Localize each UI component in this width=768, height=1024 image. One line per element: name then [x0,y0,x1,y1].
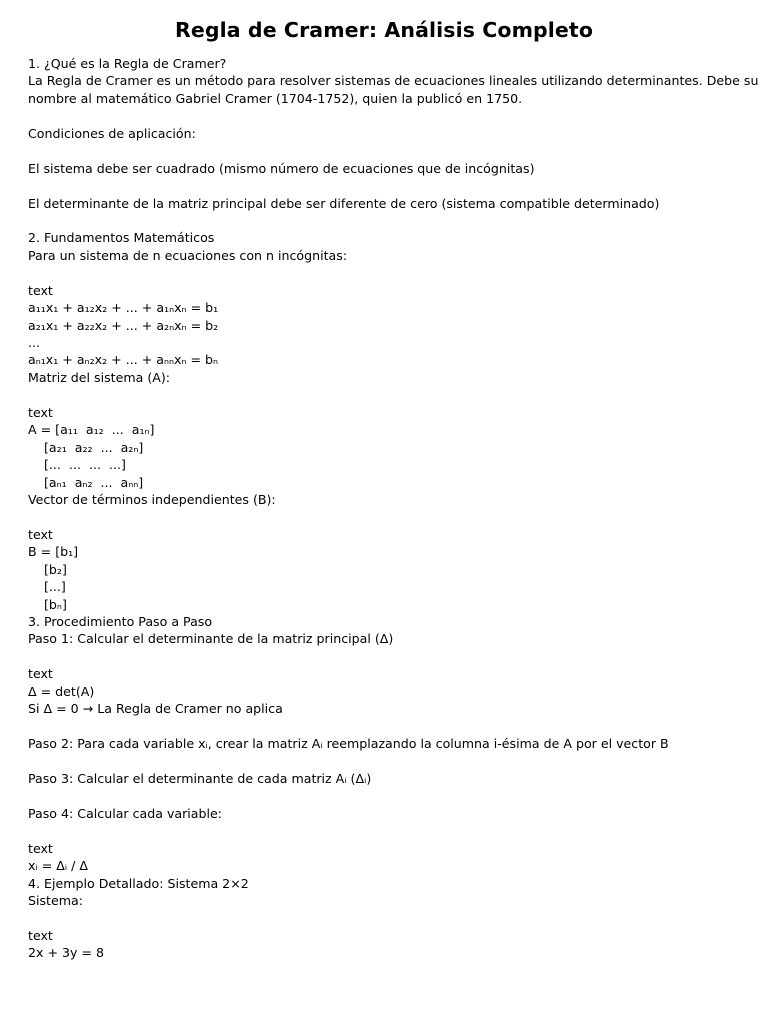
text-line: [... ... ... ...] [28,457,126,473]
blank-line [28,648,748,665]
blank-line [28,909,748,926]
document-body [28,55,759,962]
blank-line [28,212,748,229]
text-line: Matriz del sistema (A): [28,369,171,385]
blank-line [28,107,748,124]
text-line: text [28,927,53,943]
text-line: text [28,526,53,542]
text-line: 3. Procedimiento Paso a Paso [28,614,213,629]
text-line: ... [28,335,41,350]
text-line: nombre al matemático Gabriel Cramer (1704-1752), quien la publicó en 1750. [28,90,523,106]
text-line: B = [b₁] [28,544,79,560]
text-line: Vector de términos independientes (B): [28,491,276,507]
text-line: A = [a₁₁ a₁₂ ... a₁ₙ] [28,422,155,438]
text-line: 4. Ejemplo Detallado: Sistema 2×2 [28,875,249,891]
blank-line [28,718,748,735]
text-line: [aₙ₁ aₙ₂ ... aₙₙ] [28,474,144,490]
text-line: Si Δ = 0 → La Regla de Cramer no aplica [28,701,283,717]
page-title: Regla de Cramer: Análisis Completo [174,18,594,42]
blank-line [28,264,748,281]
text-line: text [28,282,53,298]
blank-line [28,753,748,770]
text-line: El determinante de la matriz principal debe ser diferente de cero (sistema compatible determinado) [28,195,660,211]
text-line: [...] [28,579,66,595]
text-line: text [28,666,53,682]
text-line: [bₙ] [28,596,67,612]
text-line: Sistema: [28,893,83,908]
text-line: Paso 2: Para cada variable xᵢ, crear la matriz Aᵢ reemplazando la columna i-ésima de A por el vector B [28,736,669,752]
text-line: a₂₁x₁ + a₂₂x₂ + ... + a₂ₙxₙ = b₂ [28,317,219,333]
text-line: [b₂] [28,561,67,577]
text-line: Paso 3: Calcular el determinante de cada matriz Aᵢ (Δᵢ) [28,770,372,786]
text-line: xᵢ = Δᵢ / Δ [28,858,88,874]
blank-line [28,142,748,159]
text-line: 2x + 3y = 8 [28,945,105,961]
text-line: [a₂₁ a₂₂ ... a₂ₙ] [28,439,144,455]
text-line: aₙ₁x₁ + aₙ₂x₂ + ... + aₙₙxₙ = bₙ [28,352,219,368]
text-line: Paso 4: Calcular cada variable: [28,805,222,821]
text-line: Δ = det(A) [28,683,95,699]
text-line: text [28,840,53,856]
text-line: Condiciones de aplicación: [28,125,196,141]
blank-line [28,787,748,804]
text-line: a₁₁x₁ + a₁₂x₂ + ... + a₁ₙxₙ = b₁ [28,300,219,316]
text-line: Paso 1: Calcular el determinante de la matriz principal (Δ) [28,631,394,647]
text-line: El sistema debe ser cuadrado (mismo número de ecuaciones que de incógnitas) [28,160,535,176]
text-line: 2. Fundamentos Matemáticos [28,230,215,246]
blank-line [28,386,748,403]
blank-line [28,508,748,525]
blank-line [28,822,748,839]
blank-line [28,177,748,194]
text-line: La Regla de Cramer es un método para resolver sistemas de ecuaciones lineales utilizando determinantes. Debe su [28,73,759,89]
text-line: 1. ¿Qué es la Regla de Cramer? [28,56,227,71]
text-line: Para un sistema de n ecuaciones con n incógnitas: [28,247,348,263]
text-line: text [28,404,53,420]
